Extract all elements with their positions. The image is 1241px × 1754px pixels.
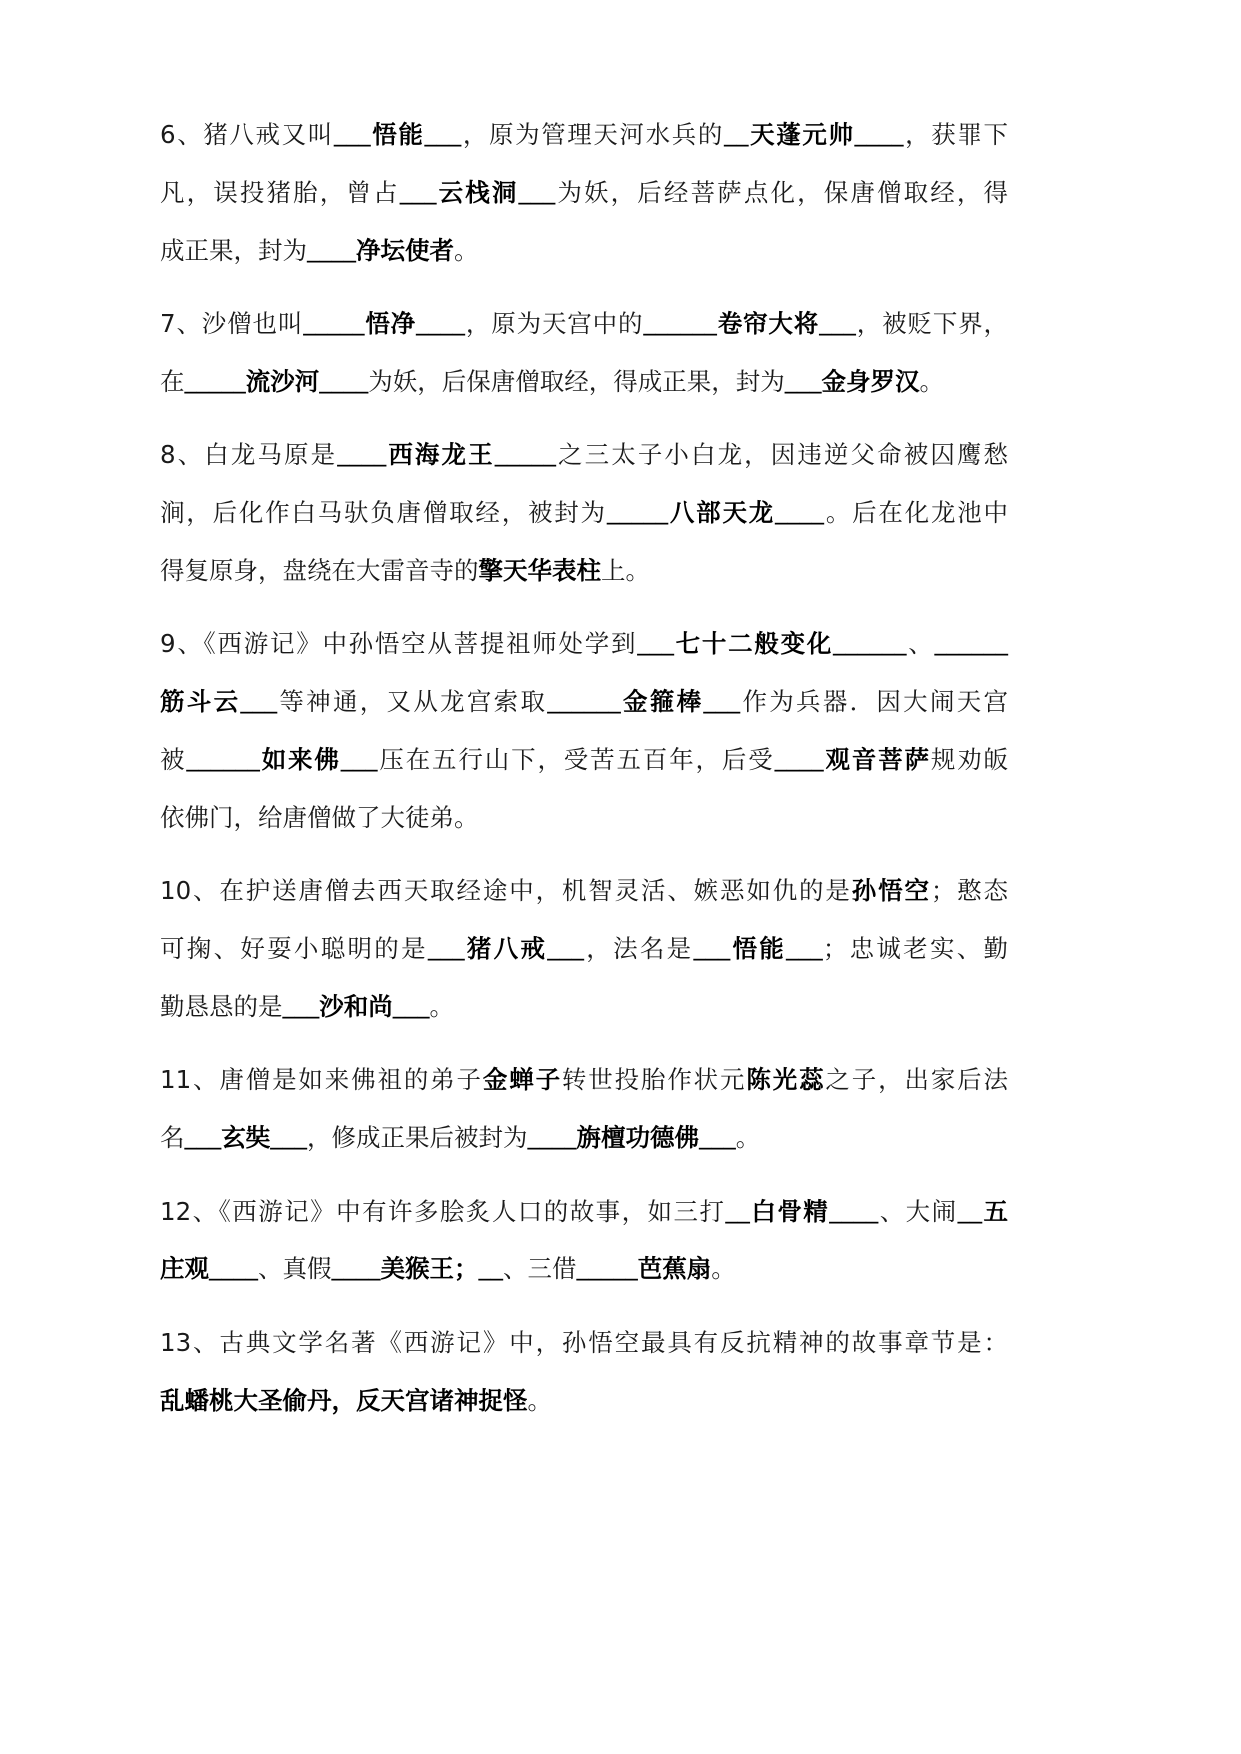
question-text: ，被贬下界， xyxy=(855,309,1009,339)
question-text: 涧，后化作白马驮负唐僧取经，被封为 xyxy=(160,498,607,528)
question-item xyxy=(160,295,1008,411)
question-text: 、在护送唐僧去西天取经途中，机智灵活、嫉恶如仇的是 xyxy=(191,876,852,906)
text-line xyxy=(160,353,1008,411)
question-text: 、沙僧也叫 xyxy=(175,309,304,339)
question-number: 9 xyxy=(160,629,176,659)
question-item xyxy=(160,1314,1008,1430)
question-text: 。 xyxy=(711,1254,736,1284)
question-text: 得复原身，盘绕在大雷音寺的 xyxy=(160,555,479,585)
text-line xyxy=(160,862,1008,920)
question-text: 被 xyxy=(160,745,187,775)
answer-text: ___七十二般变化______ xyxy=(637,631,907,659)
answer-text: _____芭蕉扇 xyxy=(576,1256,712,1284)
question-text: 。后在化龙池中 xyxy=(824,498,1009,528)
answer-text: _____八部天龙____ xyxy=(606,500,825,528)
question-text: 。 xyxy=(454,235,479,265)
answer-text: _____悟净____ xyxy=(303,311,466,339)
question-text: 、猪八戒又叫 xyxy=(175,120,334,149)
question-number: 13 xyxy=(160,1327,192,1357)
answer-text: ____旃檀功德佛___ xyxy=(527,1125,736,1153)
answer-text: ___玄奘___ xyxy=(184,1125,307,1153)
question-text: 之三太子小白龙，因违逆父命被囚鹰愁 xyxy=(555,440,1009,470)
question-text: 。 xyxy=(735,1123,761,1153)
answer-text: __白骨精____ xyxy=(725,1198,879,1226)
text-line xyxy=(160,1109,1008,1167)
question-text: 、白龙马原是 xyxy=(175,440,338,470)
question-number: 7 xyxy=(160,309,176,339)
question-text: ，获罪下 xyxy=(903,120,1009,149)
question-text: 。 xyxy=(429,991,454,1021)
question-item xyxy=(160,862,1008,1035)
question-text: 上。 xyxy=(601,555,650,585)
answer-text: ____西海龙王_____ xyxy=(337,442,556,470)
question-text: 作为兵器．因大闹天宫 xyxy=(740,687,1009,717)
question-item xyxy=(160,615,1008,846)
question-text: 可掬、好耍小聪明的是 xyxy=(160,934,428,964)
question-number: 11 xyxy=(160,1065,192,1095)
question-text: 规劝皈 xyxy=(930,745,1009,775)
question-number: 6 xyxy=(160,120,176,149)
question-text: 、《西游记》中有许多脍炙人口的故事，如三打 xyxy=(191,1196,726,1226)
question-text: 之子，出家后法 xyxy=(825,1065,1009,1095)
question-text: 名 xyxy=(160,1123,185,1153)
question-text: ；忠诚老实、勤 xyxy=(822,934,1009,964)
answer-text: ___金身罗汉 xyxy=(784,368,920,396)
text-line xyxy=(160,1240,1008,1298)
question-text: 压在五行山下，受苦五百年，后受 xyxy=(377,745,775,775)
answer-text: ______如来佛___ xyxy=(186,747,378,775)
answer-text: ___悟能___ xyxy=(333,122,462,149)
text-line xyxy=(160,1051,1008,1109)
document-page xyxy=(160,106,1008,1445)
question-text: 、 xyxy=(906,629,935,659)
text-line xyxy=(160,978,1008,1036)
question-text: ，法名是 xyxy=(584,934,694,964)
question-item xyxy=(160,1051,1008,1167)
answer-text: ____观音菩萨 xyxy=(774,747,931,775)
text-line xyxy=(160,1314,1008,1372)
question-text: 等神通，又从龙宫索取 xyxy=(277,687,548,717)
question-text: 。 xyxy=(919,366,944,396)
question-text: ，原为天宫中的 xyxy=(465,309,644,339)
question-item xyxy=(160,426,1008,599)
question-text: 、大闹 xyxy=(878,1196,958,1226)
answer-text: ___猪八戒___ xyxy=(427,936,585,964)
question-text: 、真假 xyxy=(258,1254,332,1284)
answer-text: ____净坛使者 xyxy=(307,237,454,265)
text-line xyxy=(160,484,1008,542)
question-text: 成正果，封为 xyxy=(160,235,307,265)
text-line xyxy=(160,164,1008,222)
text-line xyxy=(160,295,1008,353)
question-text: 。 xyxy=(527,1385,552,1415)
text-line xyxy=(160,731,1008,789)
question-text: 、三借 xyxy=(503,1254,577,1284)
answer-text: ______卷帘大将___ xyxy=(643,311,856,339)
answer-text: 孙悟空 xyxy=(851,878,931,906)
question-item xyxy=(160,1183,1008,1299)
question-text: 、古典文学名著《西游记》中，孙悟空最具有反抗精神的故事章节是： xyxy=(191,1327,1008,1357)
question-text: 转世投胎作状元 xyxy=(561,1065,747,1095)
answer-text: 金蝉子 xyxy=(482,1067,562,1095)
question-text: 、《西游记》中孙悟空从菩提祖师处学到 xyxy=(175,629,638,659)
question-text: 依佛门，给唐僧做了大徒弟。 xyxy=(160,802,479,832)
question-number: 8 xyxy=(160,440,176,470)
question-number: 12 xyxy=(160,1196,192,1226)
question-number: 10 xyxy=(160,876,192,906)
answer-text: ___悟能___ xyxy=(693,936,823,964)
answer-text: 筋斗云___ xyxy=(160,689,278,717)
text-line xyxy=(160,920,1008,978)
answer-text: ______金箍棒___ xyxy=(547,689,741,717)
question-text: 为妖，后经菩萨点化，保唐僧取经，得 xyxy=(555,177,1009,207)
text-line xyxy=(160,426,1008,484)
question-text: 勤恳恳的是 xyxy=(160,991,283,1021)
question-text: 在 xyxy=(160,366,185,396)
text-line xyxy=(160,673,1008,731)
answer-text: ___沙和尚___ xyxy=(282,993,430,1021)
answer-text: _____流沙河____ xyxy=(184,368,369,396)
text-line xyxy=(160,106,1008,164)
text-line xyxy=(160,1183,1008,1241)
answer-text: __五 xyxy=(957,1198,1009,1226)
question-text: ；憨态 xyxy=(930,876,1009,906)
question-text: 凡，误投猪胎，曾占 xyxy=(160,177,400,207)
answer-text: ____美猴王；__ xyxy=(331,1256,503,1284)
answer-text: 擎天华表柱 xyxy=(478,557,601,585)
answer-text: 庄观____ xyxy=(160,1256,258,1284)
question-item xyxy=(160,106,1008,279)
answer-text: 乱蟠桃大圣偷丹，反天宫诸神捉怪 xyxy=(160,1387,528,1415)
answer-text: ___云栈洞___ xyxy=(399,179,556,207)
answer-text: ______ xyxy=(934,631,1009,659)
text-line xyxy=(160,1372,1008,1430)
text-line xyxy=(160,542,1008,600)
text-line xyxy=(160,222,1008,280)
question-text: ，原为管理天河水兵的 xyxy=(461,120,724,149)
question-text: ，修成正果后被封为 xyxy=(307,1123,528,1153)
question-text: 为妖，后保唐僧取经，得成正果，封为 xyxy=(368,366,785,396)
answer-text: __天蓬元帅____ xyxy=(723,122,904,149)
question-text: 、唐僧是如来佛祖的弟子 xyxy=(191,1065,483,1095)
text-line xyxy=(160,789,1008,847)
answer-text: 陈光蕊 xyxy=(746,1067,826,1095)
text-line xyxy=(160,615,1008,673)
